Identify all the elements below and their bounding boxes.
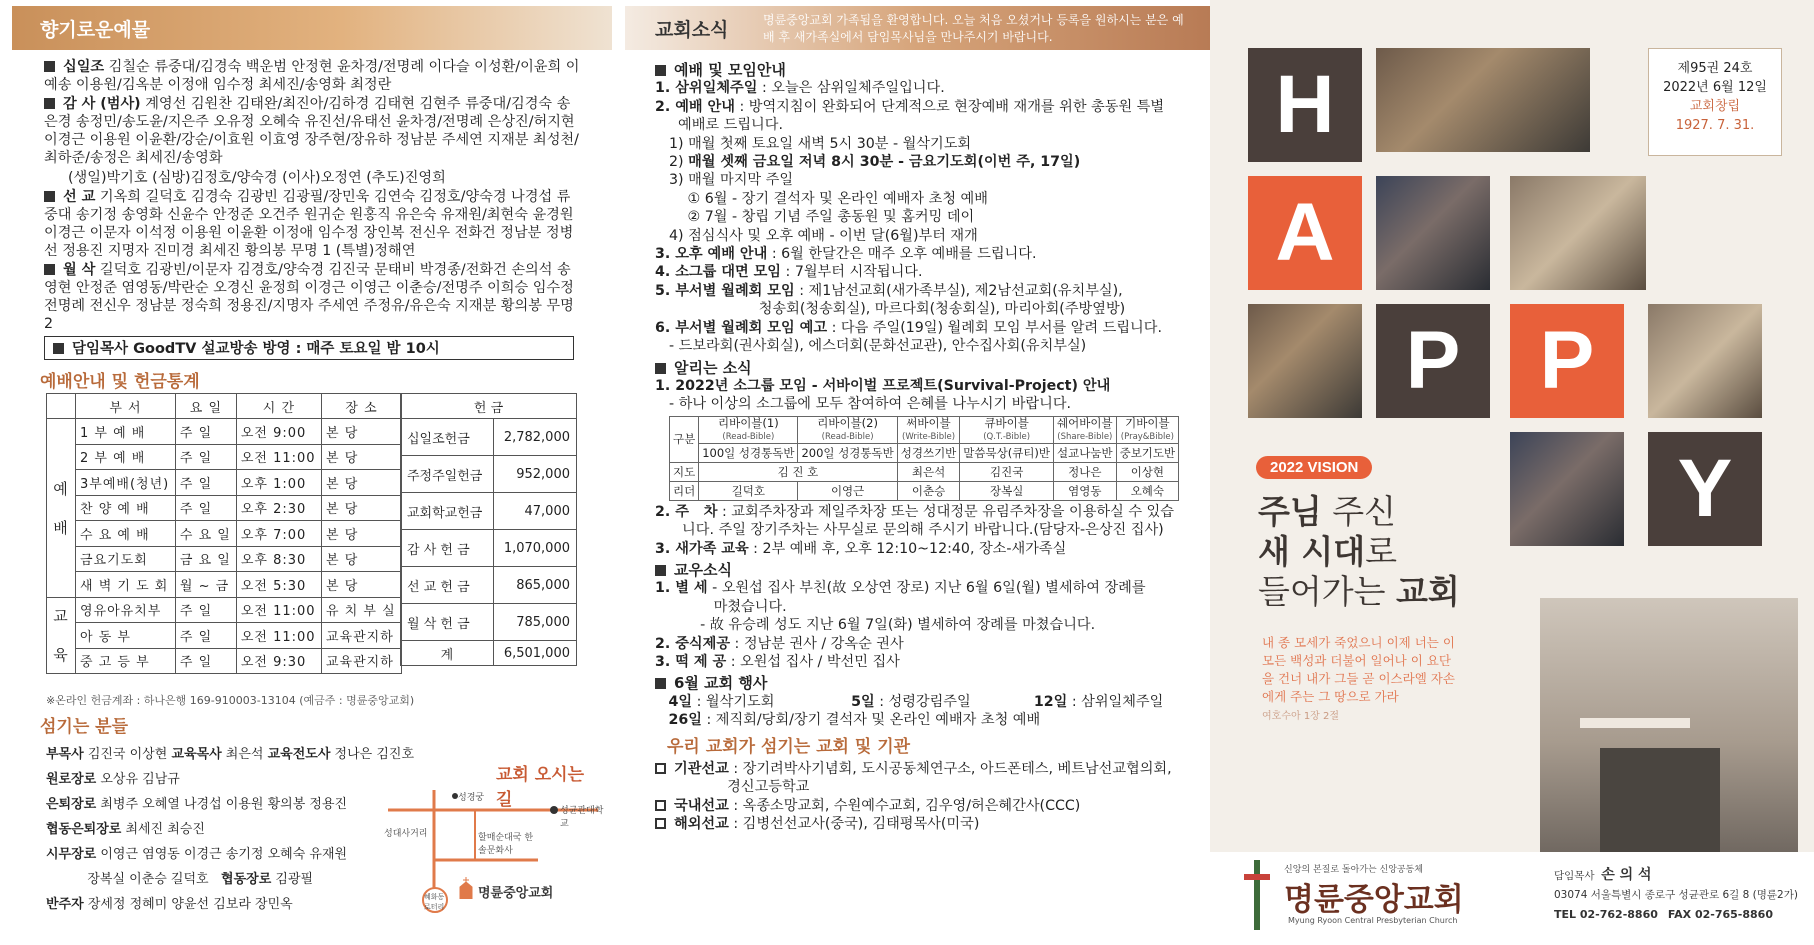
announcements — [655, 377, 1200, 414]
square-bullet-icon — [655, 800, 666, 811]
welcome-text: 명륜중앙교회 가족됨을 환영합니다. 오늘 처음 오셨거나 등록을 원하시는 분은 예배 후 새가족실에서 담임목사님을 만나주시기 바랍니다. — [763, 13, 1184, 44]
notice-line: 니다. 주일 장기주차는 사무실로 문의해 주시기 바랍니다.(담당자-은상진 집사) — [655, 522, 1164, 539]
congregation-photo-2 — [1510, 176, 1646, 290]
offer-label: 계 — [401, 641, 494, 666]
schedule-cell: 아 동 부 — [76, 623, 176, 649]
staff-line: 장복실 이춘승 길덕호 협동장로 김광필 — [46, 872, 314, 887]
offerings-list — [44, 58, 584, 334]
schedule-cell: 주 일 — [175, 648, 236, 674]
staff-line: 협동은퇴장로 최세진 최승진 — [46, 822, 205, 837]
bible-col-head: 리바이블(1) (Read-Bible) — [699, 416, 798, 443]
square-bullet-icon — [655, 363, 666, 374]
schedule-cell: 영유아유치부 — [76, 597, 176, 623]
schedule-cell: 본 당 — [322, 521, 402, 547]
map-label-0: 성경궁 — [458, 793, 485, 803]
square-bullet-icon — [44, 191, 55, 202]
schedule-header: 시 간 — [236, 394, 321, 419]
offer-row — [401, 567, 577, 604]
offering-item: 감 사 (범사) 계영선 김원찬 김태완/최진아/김하경 김태현 김현주 류중대/김경숙 송은경 송정민/송도윤/지은주 오유정 오혜숙 유진선/유태선 윤차경/전명례 은상진/허지현 이경근 이용원 이윤환/강순/이효원 이효영 장주현/장유하 정남분 주세연 지재분 최성천/최하준/송정은 최세진/송영화 — [44, 96, 579, 167]
worship-hall-photo — [1510, 432, 1624, 546]
notice-line: 4일 : 월삭기도회 5일 : 성령강림주일 12일 : 삼위일체주일 — [668, 693, 1164, 710]
schedule-cell: 오전 11:00 — [236, 444, 321, 470]
left-panel — [0, 0, 625, 945]
schedule-row — [47, 546, 402, 572]
schedule-row — [47, 521, 402, 547]
congregation-photo-1 — [1376, 176, 1490, 290]
vision-slogan: 주님 주신 새 시대로 들어가는 교회 — [1258, 492, 1460, 611]
member-news — [655, 579, 1200, 671]
schedule-cell: 2 부 예 배 — [76, 444, 176, 470]
square-bullet-icon — [44, 98, 55, 109]
bible-cell: 이상현 — [1116, 462, 1179, 481]
offer-amount: 865,000 — [493, 567, 576, 604]
letter-tile-p2: P — [1510, 304, 1624, 418]
church-logo: 신앙의 본질로 돌아가는 신앙공동체 명륜중앙교회 Myung Ryoon Central Presbyterian Church — [1244, 860, 1504, 940]
section-title-2: 알리는 소식 — [655, 359, 1200, 377]
schedule-row — [47, 623, 402, 649]
notices — [655, 58, 1200, 834]
bible-col-desc: 200일 성경통독반 — [798, 443, 897, 462]
offer-label: 월 삭 헌 금 — [401, 604, 494, 641]
bible-col-head: 써바이블 (Write-Bible) — [897, 416, 960, 443]
square-bullet-icon — [53, 343, 64, 354]
staff-line: 반주자 장세정 정혜미 양윤선 김보라 장민옥 — [46, 897, 293, 912]
founding-date: 1927. 7. 31. — [1675, 118, 1755, 133]
bible-cell: 정나은 — [1054, 462, 1117, 481]
bible-cell: 김 진 호 — [699, 462, 898, 481]
notice-line: - 하나 이상의 소그룹에 모두 참여하여 은혜를 나누시기 바랍니다. — [669, 396, 1072, 413]
section-title-3: 교우소식 — [655, 561, 1200, 579]
notice-line: 1) 매월 첫째 토요일 새벽 5시 30분 - 월삭기도회 — [669, 135, 972, 152]
announcements-rest — [655, 503, 1200, 558]
letter-tile-a: A — [1248, 176, 1362, 290]
offer-amount: 6,501,000 — [493, 641, 576, 666]
church-icon — [458, 877, 474, 899]
offer-amount: 47,000 — [493, 493, 576, 530]
bible-cell: 이영근 — [798, 481, 897, 500]
schedule-cell: 본 당 — [322, 546, 402, 572]
notice-line: 마쳤습니다. — [655, 598, 787, 615]
section-title-1: 예배 및 모임안내 — [655, 61, 1200, 79]
bible-col-desc: 100일 성경통독반 — [699, 443, 798, 462]
schedule-cell: 오후 8:30 — [236, 546, 321, 572]
schedule-cell: 본 당 — [322, 572, 402, 598]
bible-cell: 염영동 — [1054, 481, 1117, 500]
offerings-header: 향기로운예물 — [40, 19, 151, 41]
schedule-cell: 주 일 — [175, 419, 236, 445]
notice-line: 2. 중식제공 : 정남분 권사 / 강옥순 권사 — [655, 635, 904, 652]
bible-row — [670, 481, 1179, 500]
issue-info-box — [1648, 48, 1782, 156]
offer-label: 주정주일헌금 — [401, 456, 494, 493]
staff-line: 부목사 김진국 이상현 교육목사 최은석 교육전도사 정나은 김진호 — [46, 747, 415, 762]
schedule-cell: 중 고 등 부 — [76, 648, 176, 674]
schedule-header: 부 서 — [76, 394, 176, 419]
schedule-group: 교 육 — [47, 597, 76, 674]
bible-col-head: 기바이블 (Pray&Bible) — [1116, 416, 1179, 443]
contact-info: 담임목사 손 의 석 03074 서울특별시 종로구 성균관로 6길 8 (명륜2가) TEL 02-762-8860 FAX 02-765-8860 — [1554, 867, 1798, 921]
square-bullet-icon — [655, 565, 666, 576]
schedule-row — [47, 597, 402, 623]
schedule-cell: 주 일 — [175, 444, 236, 470]
map-church: 명륜중앙교회 — [478, 886, 554, 901]
map-label-1: 성균관대학교 — [560, 806, 604, 829]
notice-line: 3. 새가족 교육 : 2부 예배 후, 오후 12:10~12:40, 장소-새가족실 — [655, 540, 1067, 557]
square-bullet-icon — [44, 61, 55, 72]
offering-item: 십일조 김칠순 류중대/김경숙 백운범 안정현 윤차경/전명례 이다슬 이성환/이윤희 이예송 이용원/김옥분 이정애 임수정 최세진/송영화 최정란 — [44, 59, 580, 94]
schedule-title: 예배안내 및 헌금통계 — [40, 372, 200, 392]
schedule-cell: 찬 양 예 배 — [76, 495, 176, 521]
sermon-photo — [1248, 304, 1362, 418]
schedule-cell: 오후 1:00 — [236, 470, 321, 496]
notice-line: 4) 점심식사 및 오후 예배 - 이번 달(6월)부터 재개 — [669, 227, 978, 244]
notice-line: ② 7월 - 창립 기념 주일 총동원 및 홈커밍 데이 — [683, 209, 975, 226]
schedule-cell: 오전 11:00 — [236, 623, 321, 649]
online-account: ※온라인 헌금계좌 : 하나은행 169-910003-13104 (예금주 : 명륜중앙교회) — [46, 694, 415, 707]
footer — [1210, 852, 1814, 945]
schedule-cell: 새 벽 기 도 회 — [76, 572, 176, 598]
june-events — [655, 693, 1200, 730]
notice-line: 4. 소그룹 대면 모임 : 7월부터 시작됩니다. — [655, 264, 923, 281]
notice-line: 2) 매월 셋째 금요일 저녁 8시 30분 - 금요기도회(이번 주, 17일) — [669, 154, 1081, 171]
notice-line: 3) 매월 마지막 주일 — [669, 172, 794, 189]
notice-line: 1. 삼위일체주일 : 오늘은 삼위일체주일입니다. — [655, 80, 945, 97]
offer-row — [401, 419, 577, 456]
notice-line: 5. 부서별 월례회 모임 : 제1남선교회(새가족부실), 제2남선교회(유치부실), — [655, 282, 1123, 299]
schedule-header — [47, 394, 76, 419]
letter-tile-p1: P — [1376, 304, 1490, 418]
schedule-cell: 본 당 — [322, 470, 402, 496]
offer-label: 교회학교헌금 — [401, 493, 494, 530]
church-building-photo — [1540, 598, 1798, 860]
schedule-cell: 월 ~ 금 — [175, 572, 236, 598]
letter-tile-h: H — [1248, 48, 1362, 162]
pastor-name: 손 의 석 — [1601, 867, 1652, 883]
notice-line: 1. 별 세 - 오원섭 집사 부친(故 오상연 장로) 지난 6월 6일(월) 별세하여 장례를 — [655, 580, 1146, 597]
schedule-cell: 주 일 — [175, 470, 236, 496]
founding-label: 교회창립 — [1689, 99, 1741, 114]
square-bullet-icon — [655, 818, 666, 829]
offer-row — [401, 493, 577, 530]
schedule-header: 요 일 — [175, 394, 236, 419]
notice-line: 6. 부서별 월례회 모임 예고 : 다음 주일(19일) 월례회 모임 부서를 알려 드립니다. — [655, 319, 1162, 336]
bible-head: 구분 — [670, 416, 699, 462]
offering-stats-table — [400, 393, 577, 666]
bible-col-desc: 설교나눔반 — [1054, 443, 1117, 462]
schedule-cell: 오후 2:30 — [236, 495, 321, 521]
vision-badge: 2022 VISION — [1256, 456, 1372, 479]
offer-label: 십일조헌금 — [401, 419, 494, 456]
notice-line: 3. 떡 제 공 : 오원섭 집사 / 박선민 집사 — [655, 653, 900, 670]
square-bullet-icon — [44, 264, 55, 275]
notice-line: 1. 2022년 소그룹 모임 - 서바이벌 프로젝트(Survival-Project) 안내 — [655, 377, 1111, 394]
offer-amount: 2,782,000 — [493, 419, 576, 456]
offer-row — [401, 604, 577, 641]
schedule-row — [47, 572, 402, 598]
schedule-cell: 본 당 — [322, 419, 402, 445]
offer-label: 선 교 헌 금 — [401, 567, 494, 604]
schedule-cell: 오전 9:00 — [236, 419, 321, 445]
staff-line: 시무장로 이영근 염영동 이경근 송기정 오혜숙 유재원 — [46, 847, 348, 862]
schedule-row — [47, 419, 402, 445]
schedule-row — [47, 495, 402, 521]
schedule-cell: 주 일 — [175, 623, 236, 649]
notice-line: 예배로 드립니다. — [669, 117, 783, 134]
offer-row — [401, 641, 577, 666]
notice-line: - 故 유승례 성도 지난 6월 7일(화) 별세하여 장례를 마쳤습니다. — [655, 617, 1096, 634]
offerings-header-band — [12, 6, 612, 50]
issue-volume: 제95권 24호 — [1677, 61, 1753, 76]
square-bullet-icon — [655, 678, 666, 689]
bible-col-desc: 성경쓰기반 — [897, 443, 960, 462]
fax: FAX 02-765-8860 — [1667, 908, 1773, 921]
tel: TEL 02-762-8860 — [1554, 908, 1658, 921]
notice-line: 2. 주 차 : 교회주차장과 제일주차장 또는 성대정문 유림주차장을 이용하실 수 있습 — [655, 503, 1174, 520]
notice-line: 청송회(청송회실), 마르다회(청송회실), 마리아회(주방옆방) — [655, 301, 1126, 318]
news-header: 교회소식 — [655, 19, 729, 41]
section-title-5: 우리 교회가 섬기는 교회 및 기관 — [667, 736, 911, 757]
cross-photo — [1648, 304, 1762, 418]
pastor-photo — [1376, 48, 1590, 152]
schedule-cell: 금요기도회 — [76, 546, 176, 572]
building-sign — [1580, 718, 1690, 728]
staff-line: 은퇴장로 최병주 오혜열 나경섭 이용원 황의봉 정용진 — [46, 797, 348, 812]
section-title-4: 6월 교회 행사 — [655, 674, 1200, 692]
bible-col-head: 리바이블(2) (Read-Bible) — [798, 416, 897, 443]
map-label-2: 성대사거리 — [384, 829, 428, 839]
bible-row-label: 리더 — [670, 481, 699, 500]
address: 03074 서울특별시 종로구 성균관로 6길 8 (명륜2가) — [1554, 889, 1798, 901]
bible-col-desc: 말씀묵상(큐티)반 — [960, 443, 1054, 462]
bible-row-label: 지도 — [670, 462, 699, 481]
offer-row — [401, 530, 577, 567]
bible-row — [670, 462, 1179, 481]
notice-line: 3. 오후 예배 안내 : 6월 한달간은 매주 오후 예배를 드립니다. — [655, 246, 1037, 263]
cross-icon — [1244, 860, 1270, 930]
bible-cell: 오혜숙 — [1116, 481, 1179, 500]
bible-cell: 최은석 — [897, 462, 960, 481]
supported-missions — [655, 760, 1200, 834]
schedule-cell: 교육관지하 — [322, 648, 402, 674]
bible-col-desc: 중보기도반 — [1116, 443, 1179, 462]
offering-item: 선 교 기옥희 길덕호 김경숙 김광빈 김광필/장민욱 김연숙 김정호/양숙경 나경섭 류중대 송기정 송영화 신윤수 안정준 오건주 원귀순 원홍직 유은숙 유재원/최현숙 윤경원 이경근 이문자 이석정 이용원 이윤환 이정애 임수정 장인복 전신우 전화건 정남분 정병선 정용진 지명자 진미경 최세진 황의봉 무명 1 (특별)정해연 — [44, 188, 574, 259]
schedule-cell: 본 당 — [322, 495, 402, 521]
notice-line: 경신고등학교 — [655, 779, 810, 796]
goodtv-notice: 담임목사 GoodTV 설교방송 방영 : 매주 토요일 밤 10시 — [44, 336, 574, 360]
offer-row — [401, 456, 577, 493]
offer-amount: 785,000 — [493, 604, 576, 641]
schedule-cell: 오전 9:30 — [236, 648, 321, 674]
schedule-cell: 오전 5:30 — [236, 572, 321, 598]
building-entrance — [1600, 748, 1720, 858]
notice-line: - 드보라회(권사회실), 에스더회(문화선교관), 안수집사회(유치부실) — [669, 338, 1087, 355]
map-label-5: 할매순대국 한솔문화사 — [478, 833, 534, 856]
bible-cell: 이춘승 — [897, 481, 960, 500]
issue-date: 2022년 6월 12일 — [1663, 80, 1767, 95]
schedule-cell: 유 치 부 실 — [322, 597, 402, 623]
notice-line: 국내선교 : 옥종소망교회, 수원예수교회, 김우영/허은혜간사(CCC) — [655, 797, 1200, 815]
map-label-3: 혜화동로터리 — [424, 893, 445, 911]
staff-line: 원로장로 오상유 김남규 — [46, 772, 180, 787]
offer-header: 헌 금 — [401, 394, 577, 419]
square-bullet-icon — [655, 65, 666, 76]
offering-item: (생일)박기호 (심방)김정호/양숙경 (이사)오정연 (추도)진영희 — [68, 169, 446, 186]
letter-tile-y: Y — [1648, 432, 1762, 546]
notice-line: 26일 : 제직회/당회/장기 결석자 및 온라인 예배자 초청 예배 — [668, 712, 1041, 729]
schedule-cell: 오전 11:00 — [236, 597, 321, 623]
schedule-cell: 수 요 예 배 — [76, 521, 176, 547]
bible-col-head: 큐바이블 (Q.T.-Bible) — [960, 416, 1054, 443]
schedule-header: 장 소 — [322, 394, 402, 419]
schedule-cell: 주 일 — [175, 495, 236, 521]
bible-cell: 김진국 — [960, 462, 1054, 481]
offer-label: 감 사 헌 금 — [401, 530, 494, 567]
notice-line: 2. 예배 안내 : 방역지침이 완화되어 단계적으로 현장예배 재개를 위한 총동원 특별 — [655, 98, 1165, 115]
schedule-row — [47, 470, 402, 496]
bible-cell: 장복실 — [960, 481, 1054, 500]
schedule-group: 예 배 — [47, 419, 76, 598]
map-title: 교회 오시는 길 — [496, 765, 585, 810]
bible-col-head: 쉐어바이블 (Share-Bible) — [1054, 416, 1117, 443]
notice-line: ① 6월 - 장기 결석자 및 온라인 예배자 초청 예배 — [683, 190, 988, 207]
offer-amount: 1,070,000 — [493, 530, 576, 567]
offering-item: 월 삭 길덕호 김광빈/이문자 김경호/양숙경 김진국 문태비 박경종/전화건 손의석 송영현 안정준 염영동/박란순 오경신 윤정희 이경근 이영근 이춘승/전명주 이희승 임수정 전명례 전신우 정남분 정숙희 정용진/지명자 주세연 주정유/유은숙 지재분 황의봉 무명 2 — [44, 262, 574, 333]
schedule-row — [47, 648, 402, 674]
square-bullet-icon — [655, 763, 666, 774]
middle-panel — [625, 0, 1210, 945]
schedule-cell: 본 당 — [322, 444, 402, 470]
schedule-cell: 금 요 일 — [175, 546, 236, 572]
offer-amount: 952,000 — [493, 456, 576, 493]
schedule-cell: 3부예배(청년) — [76, 470, 176, 496]
schedule-cell: 수 요 일 — [175, 521, 236, 547]
news-header-band — [625, 6, 1210, 50]
schedule-cell: 오후 7:00 — [236, 521, 321, 547]
worship-schedule-table — [46, 393, 402, 674]
notice-line: 해외선교 : 김병선선교사(중국), 김태평목사(미국) — [655, 815, 1200, 833]
schedule-row — [47, 444, 402, 470]
staff-title: 섬기는 분들 — [40, 717, 129, 737]
directions-map — [378, 760, 606, 920]
worship-notices — [655, 79, 1200, 355]
schedule-cell: 주 일 — [175, 597, 236, 623]
bible-cell: 길덕호 — [699, 481, 798, 500]
bible-verse: 내 종 모세가 죽었으니 이제 너는 이 모든 백성과 더불어 일어나 이 요단을 건너 내가 그들 곧 이스라엘 자손에게 주는 그 땅으로 가라 여호수아 1장 2절 — [1262, 635, 1455, 722]
schedule-cell: 교육관지하 — [322, 623, 402, 649]
schedule-cell: 1 부 예 배 — [76, 419, 176, 445]
notice-line: 기관선교 : 장기려박사기념회, 도시공동체연구소, 아드폰테스, 베트남선교협의회, — [655, 760, 1200, 778]
bible-program-table — [669, 416, 1179, 501]
